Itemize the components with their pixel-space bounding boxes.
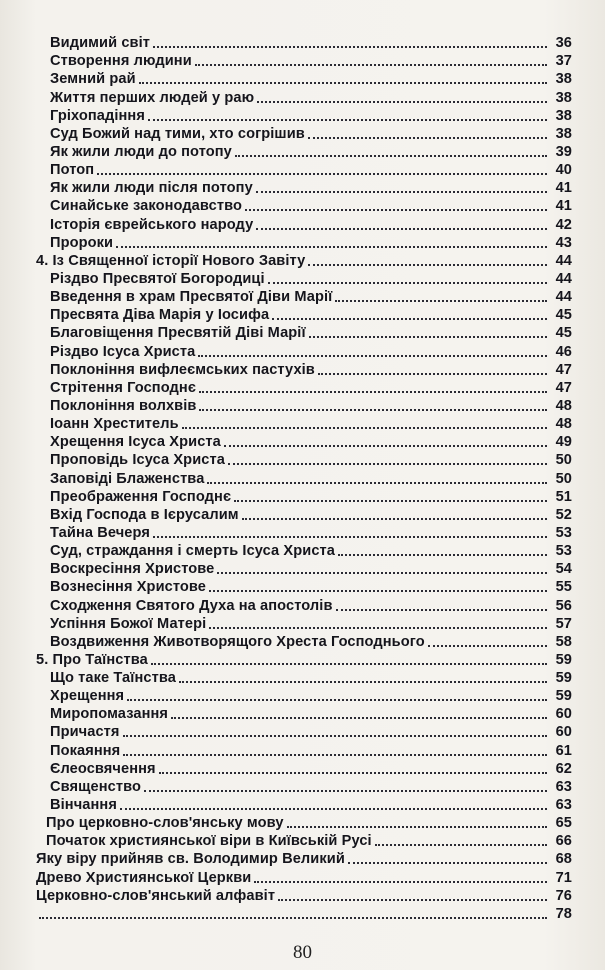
- dot-leader: [309, 336, 547, 338]
- toc-entry-title: Хрещення Ісуса Христа: [50, 434, 221, 451]
- toc-entry: [36, 415, 572, 433]
- dot-leader: [198, 355, 547, 357]
- toc-entry-page: 57: [555, 615, 572, 632]
- toc-entry-page: 43: [555, 234, 572, 251]
- dot-leader: [308, 264, 547, 266]
- dot-leader: [144, 790, 547, 792]
- toc-entry-page: 62: [555, 760, 572, 777]
- toc-entry-page: 48: [555, 416, 572, 433]
- dot-leader: [242, 518, 547, 520]
- toc-entry-title: Стрітення Господнє: [50, 379, 196, 396]
- toc-entry-title: Створення людини: [50, 53, 192, 70]
- toc-entry-page: 41: [555, 198, 572, 215]
- toc-entry-page: 45: [555, 325, 572, 342]
- toc-entry-title: Потоп: [50, 162, 95, 179]
- toc-entry: [36, 723, 572, 741]
- toc-entry-page: 53: [555, 524, 572, 541]
- dot-leader: [182, 427, 547, 429]
- toc-entry-title: Поклоніння вифлеємських пастухів: [50, 361, 315, 378]
- toc-entry-page: 38: [555, 89, 572, 106]
- toc-entry-title: Вхід Господа в Ієрусалим: [50, 506, 239, 523]
- toc-entry-page: 71: [555, 869, 572, 886]
- toc-entry-page: 42: [555, 216, 572, 233]
- table-of-contents: [36, 34, 572, 923]
- toc-entry-page: 51: [555, 488, 572, 505]
- dot-leader: [256, 228, 547, 230]
- toc-entry: [36, 778, 572, 796]
- toc-entry-title: Древо Християнської Церкви: [36, 869, 252, 886]
- toc-entry-title: Поклоніння волхвів: [50, 397, 197, 414]
- dot-leader: [120, 808, 547, 810]
- toc-entry-page: 36: [555, 35, 572, 52]
- toc-entry-page: 49: [555, 434, 572, 451]
- dot-leader: [268, 282, 547, 284]
- toc-entry: [36, 796, 572, 814]
- toc-entry-page: 78: [555, 905, 572, 922]
- toc-entry-title: Різдво Пресвятої Богородиці: [50, 270, 265, 287]
- toc-entry: [36, 324, 572, 342]
- toc-entry: [36, 306, 572, 324]
- toc-entry-page: 59: [555, 688, 572, 705]
- dot-leader: [217, 572, 547, 574]
- toc-entry: [36, 215, 572, 233]
- dot-leader: [336, 609, 547, 611]
- toc-entry: [36, 379, 572, 397]
- toc-entry: [36, 560, 572, 578]
- dot-leader: [228, 463, 547, 465]
- toc-entry: [36, 633, 572, 651]
- toc-entry: [36, 524, 572, 542]
- toc-entry-page: 47: [555, 379, 572, 396]
- toc-entry-title: Хрещення: [50, 688, 125, 705]
- toc-entry: [36, 88, 572, 106]
- toc-entry-title: Різдво Ісуса Христа: [50, 343, 196, 360]
- toc-entry: [36, 760, 572, 778]
- toc-entry-title: Іоанн Хреститель: [50, 416, 179, 433]
- dot-leader: [318, 373, 547, 375]
- toc-entry-title: Пророки: [50, 234, 114, 251]
- toc-entry: [36, 125, 572, 143]
- dot-leader: [428, 645, 547, 647]
- dot-leader: [171, 717, 547, 719]
- toc-entry: [36, 905, 572, 923]
- dot-leader: [127, 699, 547, 701]
- toc-entry-title: Гріхопадіння: [50, 107, 145, 124]
- toc-entry: [36, 179, 572, 197]
- toc-entry-title: Причастя: [50, 724, 120, 741]
- toc-entry-page: 45: [555, 307, 572, 324]
- toc-entry: [36, 488, 572, 506]
- toc-entry-page: 53: [555, 543, 572, 560]
- toc-entry: [36, 832, 572, 850]
- dot-leader: [97, 173, 547, 175]
- toc-entry-page: 44: [555, 270, 572, 287]
- toc-entry: [36, 542, 572, 560]
- toc-entry: [36, 651, 572, 669]
- page-number: 80: [293, 942, 312, 963]
- dot-leader: [153, 536, 547, 538]
- toc-entry-title: Історія єврейського народу: [50, 216, 254, 233]
- toc-entry: [36, 578, 572, 596]
- dot-leader: [159, 772, 547, 774]
- toc-entry-title: Що таке Таїнства: [50, 670, 176, 687]
- dot-leader: [245, 209, 547, 211]
- toc-entry: [36, 52, 572, 70]
- toc-entry-page: 38: [555, 107, 572, 124]
- toc-entry: [36, 143, 572, 161]
- toc-entry-title: Успіння Божої Матері: [50, 615, 207, 632]
- toc-entry-page: 40: [555, 162, 572, 179]
- dot-leader: [335, 300, 547, 302]
- toc-entry-page: 41: [555, 180, 572, 197]
- toc-entry-page: 38: [555, 125, 572, 142]
- toc-entry-page: 44: [555, 252, 572, 269]
- toc-entry: [36, 161, 572, 179]
- toc-entry: [36, 469, 572, 487]
- toc-entry-title: Як жили люди до потопу: [50, 143, 232, 160]
- toc-entry: [36, 397, 572, 415]
- toc-entry-title: Суд, страждання і смерть Ісуса Христа: [50, 543, 336, 560]
- toc-entry-page: 56: [555, 597, 572, 614]
- toc-entry-page: 60: [555, 706, 572, 723]
- dot-leader: [207, 482, 547, 484]
- toc-entry-title: Вінчання: [50, 797, 117, 814]
- dot-leader: [278, 899, 547, 901]
- toc-entry-page: 52: [555, 506, 572, 523]
- toc-entry: [36, 850, 572, 868]
- toc-entry-title: Благовіщення Пресвятій Діві Марії: [50, 325, 306, 342]
- toc-entry-title: Сходження Святого Духа на апостолів: [50, 597, 333, 614]
- dot-leader: [256, 191, 547, 193]
- dot-leader: [234, 500, 547, 502]
- toc-entry-title: Миропомазання: [50, 706, 169, 723]
- toc-entry-title: Преображення Господнє: [50, 488, 232, 505]
- toc-entry-title: 5. Про Таїнства: [36, 651, 148, 668]
- toc-entry: [36, 288, 572, 306]
- dot-leader: [375, 844, 547, 846]
- toc-entry-title: 4. Із Священної історії Нового Завіту: [36, 252, 306, 269]
- toc-entry-title: Життя перших людей у раю: [50, 89, 255, 106]
- dot-leader: [116, 246, 547, 248]
- toc-entry-title: Пресвята Діва Марія у Іосифа: [50, 307, 270, 324]
- toc-entry: [36, 70, 572, 88]
- toc-entry: [36, 669, 572, 687]
- toc-entry: [36, 506, 572, 524]
- toc-entry-title: Воздвиження Животворящого Хреста Господнього: [50, 633, 425, 650]
- toc-entry: [36, 887, 572, 905]
- toc-entry: [36, 615, 572, 633]
- toc-entry-page: 59: [555, 651, 572, 668]
- dot-leader: [123, 754, 547, 756]
- toc-entry-title: Яку віру прийняв св. Володимир Великий: [36, 851, 345, 868]
- toc-entry-page: 58: [555, 633, 572, 650]
- toc-entry-page: 63: [555, 778, 572, 795]
- toc-entry: [36, 252, 572, 270]
- dot-leader: [257, 101, 547, 103]
- toc-entry-page: 38: [555, 71, 572, 88]
- toc-entry-title: Земний рай: [50, 71, 136, 88]
- dot-leader: [224, 445, 547, 447]
- toc-entry-title: Введення в храм Пресвятої Діви Марії: [50, 289, 333, 306]
- toc-entry-title: Синайське законодавство: [50, 198, 242, 215]
- dot-leader: [199, 391, 547, 393]
- dot-leader: [123, 735, 547, 737]
- toc-entry-title: Єлеосвячення: [50, 760, 156, 777]
- toc-entry-page: 44: [555, 289, 572, 306]
- toc-entry-page: 66: [555, 833, 572, 850]
- dot-leader: [195, 64, 547, 66]
- toc-entry: [36, 342, 572, 360]
- dot-leader: [179, 681, 547, 683]
- toc-entry: [36, 270, 572, 288]
- toc-entry: [36, 107, 572, 125]
- dot-leader: [348, 862, 547, 864]
- toc-entry-page: 63: [555, 797, 572, 814]
- toc-entry-page: 76: [555, 887, 572, 904]
- dot-leader: [209, 590, 547, 592]
- toc-entry-page: 59: [555, 670, 572, 687]
- toc-entry-page: 48: [555, 397, 572, 414]
- toc-entry-title: Покаяння: [50, 742, 121, 759]
- toc-entry: [36, 451, 572, 469]
- dot-leader: [139, 82, 547, 84]
- toc-entry-page: 50: [555, 452, 572, 469]
- toc-entry-title: Видимий світ: [50, 35, 151, 52]
- toc-entry-title: Проповідь Ісуса Христа: [50, 452, 225, 469]
- toc-entry: [36, 596, 572, 614]
- toc-entry-title: Тайна Вечеря: [50, 524, 150, 541]
- toc-entry-title: Суд Божий над тими, хто согрішив: [50, 125, 305, 142]
- toc-entry-title: Заповіді Блаженства: [50, 470, 205, 487]
- dot-leader: [199, 409, 547, 411]
- toc-entry: [36, 705, 572, 723]
- dot-leader: [338, 554, 547, 556]
- toc-entry-title: Церковно-слов'янський алфавіт: [36, 887, 276, 904]
- toc-entry-page: 39: [555, 143, 572, 160]
- dot-leader: [235, 155, 547, 157]
- toc-entry-title: Про церковно-слов'янську мову: [46, 815, 284, 832]
- toc-entry: [36, 741, 572, 759]
- toc-entry: [36, 361, 572, 379]
- toc-entry-page: 68: [555, 851, 572, 868]
- toc-entry-page: 65: [555, 815, 572, 832]
- toc-entry: [36, 868, 572, 886]
- dot-leader: [272, 318, 547, 320]
- dot-leader: [209, 627, 547, 629]
- dot-leader: [151, 663, 547, 665]
- toc-entry-title: Воскресіння Христове: [50, 561, 215, 578]
- dot-leader: [39, 917, 547, 919]
- toc-entry: [36, 34, 572, 52]
- toc-entry-page: 60: [555, 724, 572, 741]
- toc-entry-page: 54: [555, 561, 572, 578]
- toc-entry: [36, 234, 572, 252]
- toc-entry-page: 50: [555, 470, 572, 487]
- toc-entry: [36, 433, 572, 451]
- toc-entry-title: Священство: [50, 778, 142, 795]
- dot-leader: [287, 826, 547, 828]
- toc-entry-page: 47: [555, 361, 572, 378]
- toc-entry-page: 55: [555, 579, 572, 596]
- toc-entry-title: Вознесіння Христове: [50, 579, 207, 596]
- dot-leader: [148, 119, 547, 121]
- toc-entry-page: 37: [555, 53, 572, 70]
- toc-entry-title: Як жили люди після потопу: [50, 180, 253, 197]
- dot-leader: [254, 881, 547, 883]
- toc-entry-title: Початок християнської віри в Київській Русі: [46, 833, 372, 850]
- toc-entry: [36, 197, 572, 215]
- toc-entry-page: 46: [555, 343, 572, 360]
- toc-entry: [36, 814, 572, 832]
- toc-entry: [36, 687, 572, 705]
- dot-leader: [308, 137, 547, 139]
- toc-entry-page: 61: [555, 742, 572, 759]
- dot-leader: [153, 46, 547, 48]
